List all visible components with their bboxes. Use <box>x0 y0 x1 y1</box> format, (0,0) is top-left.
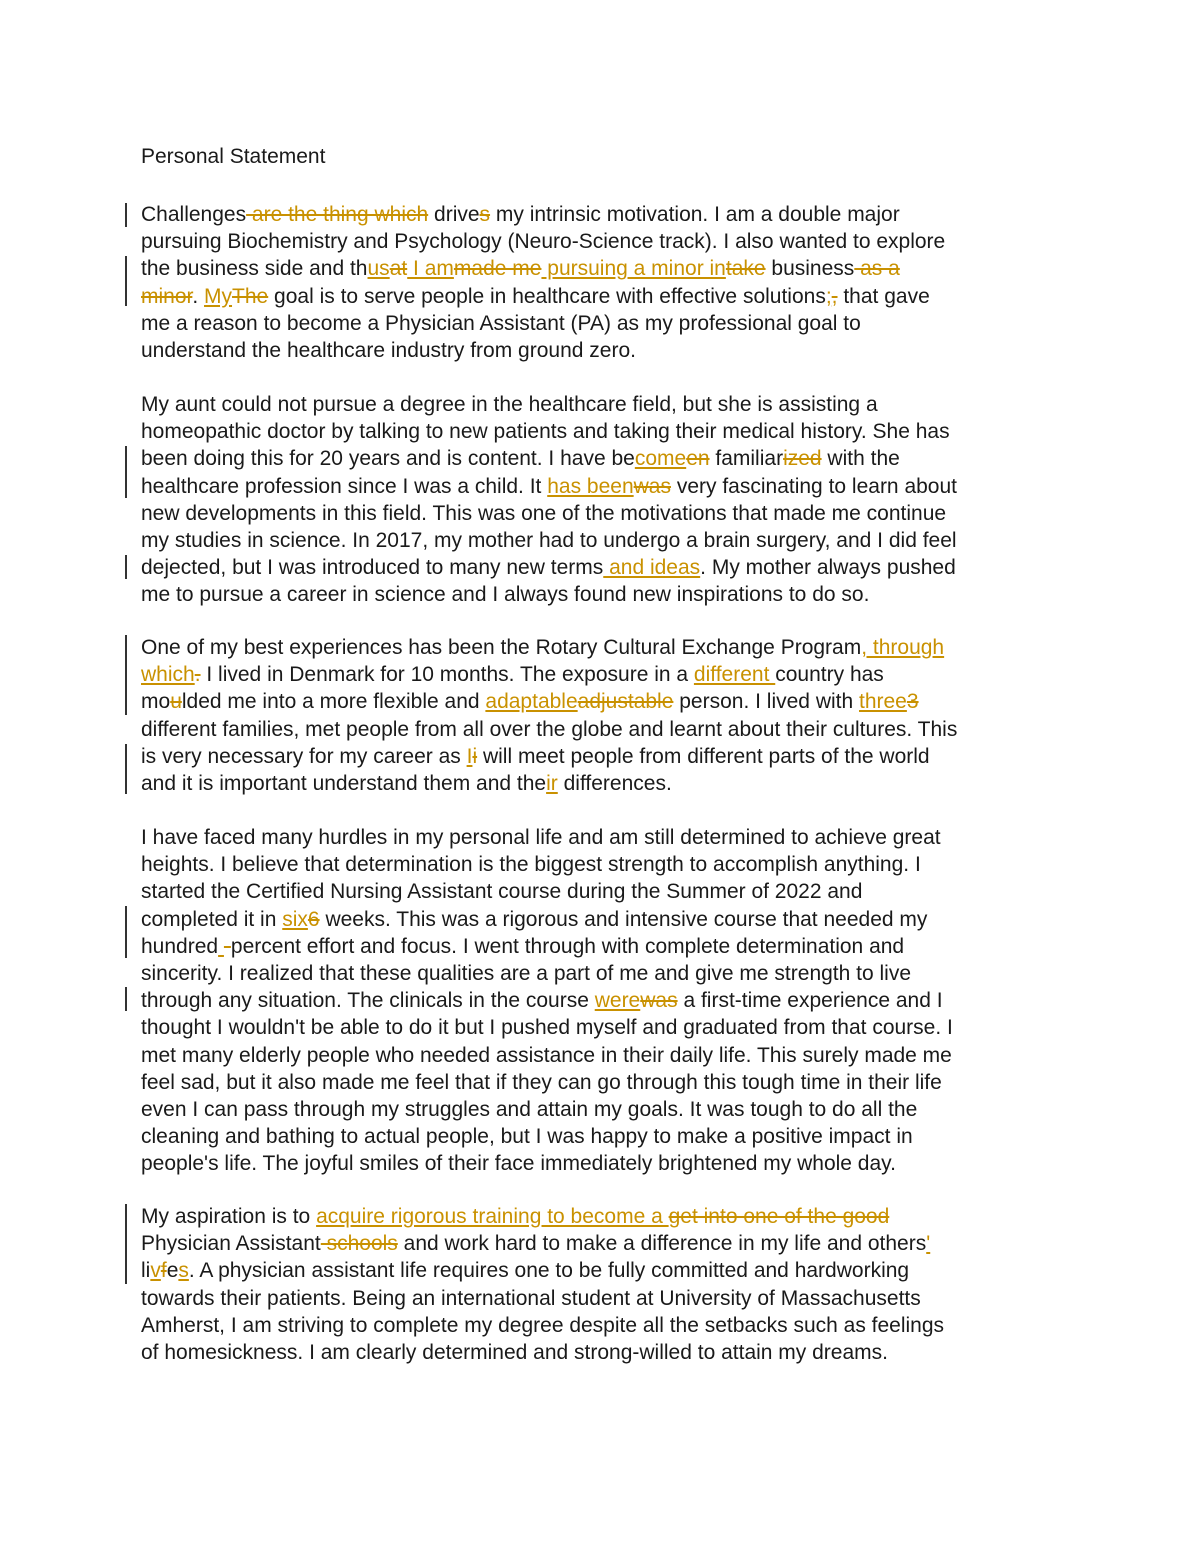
inserted-text: , through <box>861 636 945 659</box>
deleted-text: was <box>640 989 678 1013</box>
deleted-text: ized <box>783 447 822 471</box>
change-bar <box>125 555 127 579</box>
text-line <box>141 527 1071 554</box>
text-run: healthcare profession since I was a child. It <box>141 474 548 498</box>
text-run: Amherst, I am striving to complete my degree despite all the setbacks such as feelings <box>141 1313 945 1337</box>
deleted-text: minor <box>141 284 193 308</box>
change-bar <box>125 906 127 958</box>
text-run: hundred <box>141 934 219 958</box>
inserted-text: and ideas <box>603 556 701 580</box>
inserted-text: s <box>178 1259 189 1283</box>
deleted-text: made me <box>453 257 542 281</box>
text-run: will meet people from different parts of the world <box>477 744 930 768</box>
text-line <box>141 688 1071 715</box>
text-run: drive <box>428 203 480 226</box>
inserted-text: different <box>693 663 776 687</box>
text-run: through any situation. The clinicals in the course <box>141 989 595 1013</box>
deleted-text: take <box>725 257 766 281</box>
text-line <box>141 1312 1071 1339</box>
text-run: me to pursue a career in science and I always found new inspirations to do so. <box>141 583 870 607</box>
text-run: lded me into a more flexible and <box>181 690 486 714</box>
deleted-text: u <box>170 690 182 714</box>
text-run: understand the healthcare industry from ground zero. <box>141 338 636 362</box>
text-line <box>141 255 1071 282</box>
text-run: goal is to serve people in healthcare with effective solutions <box>268 284 826 308</box>
inserted-text: ir <box>546 771 558 795</box>
text-run: country has <box>775 663 884 687</box>
deleted-text: , <box>831 284 838 308</box>
text-run: been doing this for 20 years and is content. I have be <box>141 447 635 471</box>
text-run: and it is important understand them and the <box>141 771 547 795</box>
text-run: . <box>192 284 205 308</box>
change-bar <box>125 1204 127 1284</box>
text-line <box>141 743 1071 770</box>
text-run: li <box>141 1259 151 1283</box>
text-run: feel sad, but it also made me feel that if they can go through this tough time in their life <box>141 1070 942 1094</box>
inserted-text: I am <box>407 257 454 281</box>
deleted-text: - <box>223 934 231 958</box>
text-line <box>141 1096 1071 1123</box>
text-run: very fascinating to learn about <box>671 474 958 498</box>
inserted-text: acquire rigorous training to become a <box>316 1205 669 1228</box>
text-run: thought I wouldn't be able to do it but I pushed myself and graduated from that course. I <box>141 1016 953 1040</box>
text-run: that gave <box>837 284 930 308</box>
text-line <box>141 634 1071 661</box>
text-run: weeks. This was a rigorous and intensive course that needed my <box>319 907 928 931</box>
inserted-text: which <box>141 663 195 687</box>
text-line <box>141 554 1071 581</box>
text-line <box>141 581 1071 608</box>
text-line <box>141 906 1071 933</box>
text-run: different families, met people from all over the globe and learnt about their cultures. This <box>141 717 958 741</box>
text-run: person. I lived with <box>673 690 859 714</box>
text-line <box>141 228 1071 255</box>
text-line <box>141 418 1071 445</box>
text-run: dejected, but I was introduced to many new terms <box>141 556 604 580</box>
text-line <box>141 445 1071 472</box>
text-line <box>141 1069 1071 1096</box>
inserted-text: come <box>634 447 687 471</box>
text-run: sincerity. I realized that these qualities are a part of me and give me strength to live <box>141 961 912 985</box>
text-run: familiar <box>709 447 784 471</box>
deleted-text: 6 <box>307 907 320 931</box>
change-bar <box>125 635 127 715</box>
text-run: Physician Assistant <box>141 1232 321 1256</box>
change-bar <box>125 203 127 227</box>
deleted-text: en <box>686 447 710 471</box>
text-run: e <box>166 1259 179 1283</box>
inserted-text: were <box>594 989 641 1013</box>
inserted-text: I <box>466 744 473 768</box>
inserted-text: has been <box>547 474 634 498</box>
text-run: people's life. The joyful smiles of their face immediately brightened my whole day. <box>141 1152 896 1176</box>
deleted-text: schools <box>320 1232 398 1256</box>
text-line <box>141 1042 1071 1069</box>
text-run: . A physician assistant life requires one to be fully committed and hardworking <box>188 1259 910 1283</box>
text-run: My aspiration is to <box>141 1205 317 1228</box>
paragraph-1 <box>141 201 1071 364</box>
text-run: and work hard to make a difference in my life and others <box>397 1232 927 1256</box>
deleted-text: was <box>633 474 671 498</box>
text-run: is very necessary for my career as <box>141 744 467 768</box>
text-run: started the Certified Nursing Assistant course during the Summer of 2022 and <box>141 880 863 904</box>
text-line <box>141 933 1071 960</box>
text-line <box>141 1203 1071 1230</box>
text-run: a first-time experience and I <box>677 989 943 1013</box>
paragraph-4 <box>141 824 1071 1177</box>
text-run: . My mother always pushed <box>700 556 956 580</box>
text-line <box>141 283 1071 310</box>
text-line <box>141 824 1071 851</box>
change-bar <box>125 744 127 794</box>
text-line <box>141 1339 1071 1366</box>
text-run: new developments in this field. This was one of the motivations that made me continue <box>141 501 947 525</box>
text-run: Challenges <box>141 203 247 226</box>
document-title: Personal Statement <box>141 145 326 168</box>
deleted-text: are the thing which <box>246 203 429 226</box>
deleted-text: . <box>194 663 201 687</box>
text-line <box>141 201 1071 228</box>
deleted-text: get into one of the good <box>668 1205 890 1228</box>
text-run: My aunt could not pursue a degree in the healthcare field, but she is assisting a <box>141 393 878 416</box>
deleted-text: adjustable <box>577 690 674 714</box>
text-line <box>141 716 1071 743</box>
text-run: with the <box>821 447 900 471</box>
text-run: of homesickness. I am clearly determined and strong-willed to attain my dreams. <box>141 1340 888 1364</box>
text-run: even I can pass through my struggles and attain my goals. It was tough to do all the <box>141 1097 918 1121</box>
deleted-text: as a <box>854 257 900 281</box>
inserted-text: pursuing a minor in <box>541 257 726 281</box>
inserted-text: adaptable <box>485 690 578 714</box>
deleted-text: 3 <box>906 690 919 714</box>
text-run: cleaning and bathing to actual people, but I was happy to make a positive impact in <box>141 1125 913 1149</box>
text-run: differences. <box>557 771 672 795</box>
text-line <box>141 337 1071 364</box>
text-run: met many elderly people who needed assistance in their daily life. This surely made me <box>141 1043 952 1067</box>
text-line <box>141 878 1071 905</box>
text-run: I have faced many hurdles in my personal life and am still determined to achieve great <box>141 826 941 849</box>
inserted-text: six <box>282 907 308 931</box>
deleted-text: i <box>472 744 478 768</box>
text-run: my studies in science. In 2017, my mother had to undergo a brain surgery, and I did feel <box>141 528 957 552</box>
text-line <box>141 1014 1071 1041</box>
text-line <box>141 960 1071 987</box>
change-bar <box>125 446 127 498</box>
text-run: towards their patients. Being an international student at University of Massachusetts <box>141 1286 921 1310</box>
text-run: mo <box>141 690 171 714</box>
text-run: percent effort and focus. I went through with complete determination and <box>230 934 905 958</box>
text-line <box>141 987 1071 1014</box>
text-line <box>141 1150 1071 1177</box>
change-bar <box>125 256 127 306</box>
text-run: completed it in <box>141 907 283 931</box>
text-line <box>141 851 1071 878</box>
deleted-text: The <box>232 284 269 308</box>
inserted-text: three <box>859 690 907 714</box>
inserted-text: us <box>367 257 390 281</box>
text-run: business <box>765 257 855 281</box>
text-run: One of my best experiences has been the Rotary Cultural Exchange Program <box>141 636 862 659</box>
text-run: heights. I believe that determination is the biggest strength to accomplish anything. I <box>141 853 921 877</box>
deleted-text: at <box>389 257 408 281</box>
deleted-text: f <box>160 1259 167 1283</box>
text-run: homeopathic doctor by talking to new patients and taking their medical history. She has <box>141 420 950 444</box>
inserted-text: v <box>150 1259 161 1283</box>
text-line <box>141 1285 1071 1312</box>
text-line <box>141 391 1071 418</box>
inserted-text: ; <box>825 284 832 308</box>
text-line <box>141 1257 1071 1284</box>
text-line <box>141 1123 1071 1150</box>
text-line <box>141 661 1071 688</box>
change-bar <box>125 987 127 1011</box>
paragraph-5 <box>141 1203 1071 1366</box>
paragraph-3 <box>141 634 1071 797</box>
text-run: my intrinsic motivation. I am a double major <box>490 203 900 226</box>
text-line <box>141 473 1071 500</box>
text-line <box>141 500 1071 527</box>
deleted-text: s <box>479 203 491 226</box>
text-line <box>141 770 1071 797</box>
inserted-text: ' <box>926 1232 931 1256</box>
text-run: I lived in Denmark for 10 months. The exposure in a <box>200 663 694 687</box>
text-run: pursuing Biochemistry and Psychology (Neuro-Science track). I also wanted to explore <box>141 230 946 254</box>
text-line <box>141 1230 1071 1257</box>
text-run: the business side and th <box>141 257 368 281</box>
inserted-text: My <box>204 284 233 308</box>
text-run: me a reason to become a Physician Assistant (PA) as my professional goal to <box>141 311 861 335</box>
text-line <box>141 310 1071 337</box>
paragraph-2 <box>141 391 1071 609</box>
